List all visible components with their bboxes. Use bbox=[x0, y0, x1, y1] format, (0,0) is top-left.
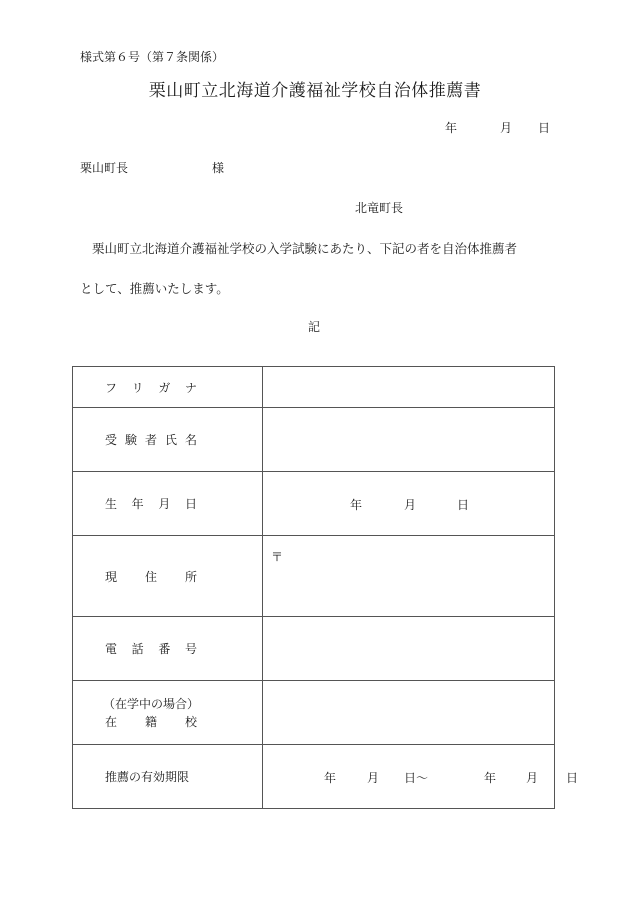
name-char: 験 bbox=[124, 433, 137, 447]
validity-month-2: 月 bbox=[526, 771, 539, 785]
name-char: 名 bbox=[184, 433, 197, 447]
name-char: 氏 bbox=[164, 433, 177, 447]
phone-char: 番 bbox=[158, 642, 171, 656]
address-char: 所 bbox=[184, 569, 197, 584]
validity-month-1: 月 bbox=[367, 771, 380, 785]
school-char: 在 bbox=[105, 714, 118, 729]
birth-char: 年 bbox=[131, 497, 144, 511]
name-field[interactable] bbox=[263, 408, 555, 472]
name-char: 者 bbox=[144, 433, 157, 447]
label-birthdate bbox=[73, 472, 263, 536]
recommendation-table bbox=[72, 366, 579, 809]
furigana-field[interactable] bbox=[263, 367, 555, 408]
row-furigana bbox=[73, 367, 555, 408]
validity-year-2: 年 bbox=[484, 771, 497, 785]
validity-day-2: 日 bbox=[566, 771, 579, 785]
body-line-1: 栗山町立北海道介護福祉学校の入学試験にあたり、下記の者を自治体推薦者 bbox=[92, 241, 518, 256]
phone-char: 話 bbox=[131, 642, 144, 656]
row-address bbox=[73, 536, 555, 617]
postal-mark: 〒 bbox=[271, 550, 284, 564]
birthdate-field[interactable] bbox=[263, 472, 555, 536]
school-note: （在学中の場合） bbox=[103, 696, 200, 711]
header-date-month: 月 bbox=[500, 121, 513, 135]
school-char: 籍 bbox=[144, 714, 157, 729]
furigana-char: リ bbox=[131, 380, 144, 395]
address-field[interactable] bbox=[263, 536, 555, 617]
row-name bbox=[73, 408, 555, 472]
row-validity bbox=[73, 745, 555, 809]
phone-char: 号 bbox=[184, 642, 197, 656]
birth-year-unit: 年 bbox=[350, 498, 363, 512]
furigana-char: フ bbox=[105, 380, 118, 395]
header-date-day: 日 bbox=[538, 121, 551, 135]
address-char: 現 bbox=[105, 569, 118, 584]
ki-marker: 記 bbox=[308, 320, 321, 334]
body-line-2: として、推薦いたします。 bbox=[80, 281, 229, 296]
validity-day-1: 日～ bbox=[404, 771, 429, 785]
row-phone bbox=[73, 617, 555, 681]
birth-char: 生 bbox=[105, 497, 118, 511]
form-number: 様式第６号（第７条関係） bbox=[80, 50, 225, 64]
validity-field[interactable] bbox=[263, 745, 579, 809]
row-school bbox=[73, 681, 555, 745]
phone-field[interactable] bbox=[263, 617, 555, 681]
label-name bbox=[73, 408, 263, 472]
birth-month-unit: 月 bbox=[404, 498, 417, 512]
furigana-char: ナ bbox=[184, 380, 197, 395]
phone-char: 電 bbox=[105, 642, 118, 656]
name-char: 受 bbox=[105, 433, 118, 447]
label-validity bbox=[73, 745, 263, 809]
birth-char: 日 bbox=[184, 497, 197, 511]
sender-name: 北竜町長 bbox=[355, 201, 404, 215]
addressee-name: 栗山町長 bbox=[80, 161, 129, 175]
header-date-year: 年 bbox=[445, 121, 458, 135]
label-address bbox=[73, 536, 263, 617]
address-char: 住 bbox=[144, 569, 157, 584]
addressee-honorific: 様 bbox=[212, 161, 225, 175]
birth-day-unit: 日 bbox=[457, 498, 470, 512]
validity-label: 推薦の有効期限 bbox=[105, 770, 190, 784]
validity-year-1: 年 bbox=[324, 771, 337, 785]
birth-char: 月 bbox=[158, 497, 171, 511]
document-title: 栗山町立北海道介護福祉学校自治体推薦書 bbox=[148, 81, 482, 101]
label-furigana bbox=[73, 367, 263, 408]
label-school bbox=[73, 681, 263, 745]
school-char: 校 bbox=[184, 714, 197, 729]
school-field[interactable] bbox=[263, 681, 555, 745]
label-phone bbox=[73, 617, 263, 681]
furigana-char: ガ bbox=[158, 380, 171, 395]
row-birthdate bbox=[73, 472, 555, 536]
